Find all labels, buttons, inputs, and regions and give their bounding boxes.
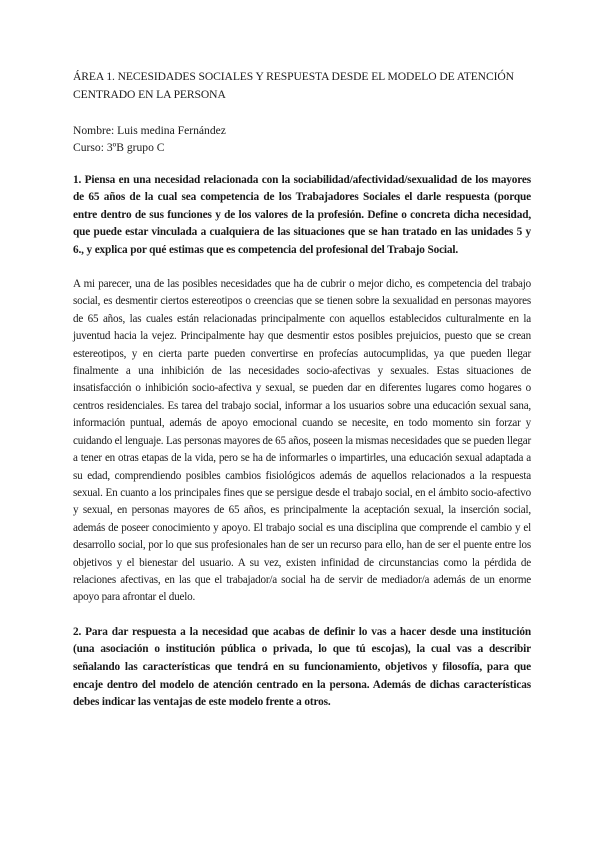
student-info — [73, 122, 531, 156]
question-2: 2. Para dar respuesta a la necesidad que acabas de definir lo vas a hacer desde una institución (una asociación o institución pública o privada, lo que tú escojas), la cual vas a describir señalando las características que tendrá en su funcionamiento, objetivos y filosofía, para que encaje dentro del modelo de atención centrado en la persona. Además de dichas características debes indicar las ventajas de este modelo frente a otros. — [73, 625, 531, 709]
question-1: 1. Piensa en una necesidad relacionada con la sociabilidad/afectividad/sexualidad de los mayores de 65 años de la cual sea competencia de los Trabajadores Sociales el darle respuesta (porque entre dentro de sus funciones y de los valores de la profesión. Define o concreta dicha necesidad, que puede estar vinculada a cualquiera de las situaciones que se han tratado en las unidades 5 y 6., y explica por qué estimas que es competencia del profesional del Trabajo Social. — [73, 174, 531, 256]
document-title: ÁREA 1. NECESIDADES SOCIALES Y RESPUESTA DESDE EL MODELO DE ATENCIÓN CENTRADO EN LA PERSONA — [73, 70, 514, 101]
student-name: Nombre: Luis medina Fernández — [73, 124, 226, 137]
document-page — [73, 68, 531, 723]
answer-1: A mi parecer, una de las posibles necesidades que ha de cubrir o mejor dicho, es competencia del trabajo social, es desmentir ciertos estereotipos o creencias que se tienen sobre la sexualidad en personas mayores de 65 años, las cuales están relacionadas principalmente con aquellos establecidos culturalmente en la juventud hacia la vejez. Principalmente hay que desmentir estos posibles prejuicios, puesto que se crean estereotipos, y en cierta parte pueden convertirse en profecías autocumplidas, ya que pueden llegar finalmente a una inhibición de las necesidades socio-afectivas y sexuales. Estas situaciones de insatisfacción o inhibición socio-afectiva y sexual, se pueden dar en diferentes lugares como hogares o centros residenciales. Es tarea del trabajo social, informar a los usuarios sobre una educación sexual sana, información puntual, además de apoyo emocional cuando se necesite, en todo momento sin forzar y cuidando el lenguaje. Las personas mayores de 65 años, poseen la mismas necesidades que se pueden llegar a tener en otras etapas de la vida, pero se ha de informarles o impartirles, una educación sexual adaptada a su edad, comprendiendo posibles cambios fisiológicos además de aquellos relacionados a la respuesta sexual. En cuanto a los principales fines que se persigue desde el trabajo social, en el ámbito socio-afectivo y sexual, en personas mayores de 65 años, es principalmente la aceptación sexual, la inserción social, además de poseer conocimiento y apoyo. El trabajo social es una disciplina que comprende el cambio y el desarrollo social, por lo que sus profesionales han de ser un recurso para ello, han de ser el puente entre los objetivos y el bienestar del usuario. A su vez, existen infinidad de circunstancias como la pérdida de relaciones afectivas, en las que el trabajador/a social ha de servir de mediador/a además de un enorme apoyo para afrontar el duelo. — [73, 278, 531, 604]
student-course: Curso: 3ºB grupo C — [73, 141, 165, 154]
